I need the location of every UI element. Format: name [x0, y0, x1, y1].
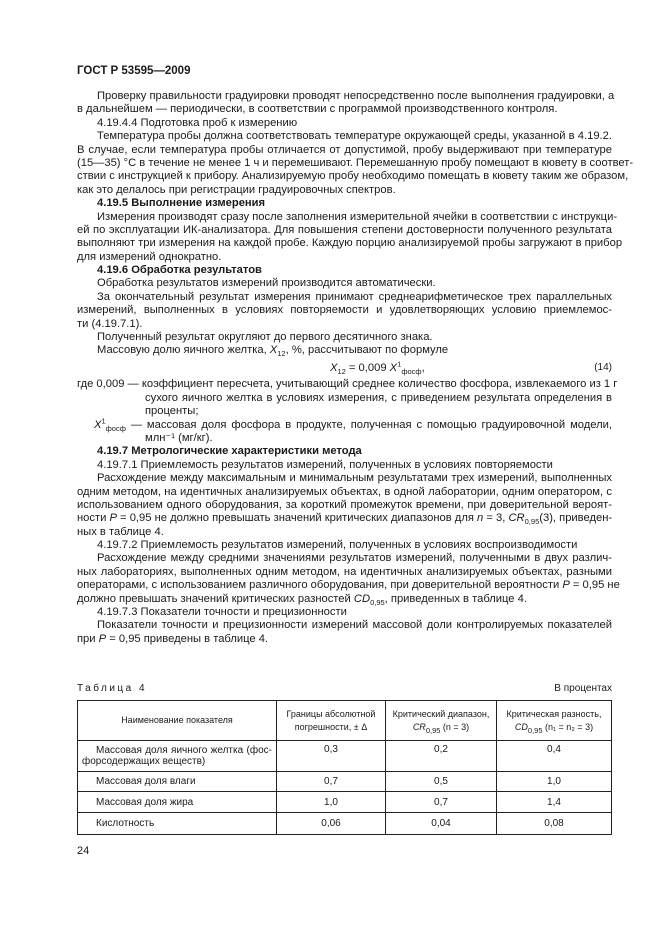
delta-value: 0,7	[277, 772, 386, 792]
symbol: P	[109, 512, 117, 525]
symbol: P	[98, 632, 107, 645]
column-header	[497, 701, 612, 741]
table-caption	[77, 683, 612, 694]
indicator-name	[78, 741, 277, 772]
formula-expression	[330, 358, 425, 379]
cr-value: 0,2	[386, 741, 497, 772]
text: Массовую долю яичного желтка,	[97, 344, 270, 357]
formula-14	[77, 358, 612, 379]
column-header: Наименование показателя	[78, 701, 277, 741]
text-line: ти (4.19.7.1).	[77, 317, 143, 330]
text: должно превышать значений критических разностей	[77, 592, 354, 605]
text-line: измерений, выполненных в условиях повторяемости и удовлетворяющих условию приемлемос-	[77, 304, 612, 317]
formula-number: (14)	[594, 361, 612, 373]
text-line: ствии с инструкцией к прибору. Анализируемую пробу необходимо помещать в кювету таким же образом,	[77, 170, 629, 183]
text: = 3,	[483, 512, 509, 525]
text-line	[77, 593, 612, 606]
text-line	[77, 579, 620, 592]
text-line: Расхождение между максимальным и минимальным результатами трех измерений, выполненных	[97, 472, 612, 485]
page-number: 24	[77, 845, 90, 857]
text-line: (15—35) °С в течение не менее 1 ч и перемешивают. Перемешанную пробу помещают в кювету в соответ-	[77, 156, 634, 169]
text-line: Полученный результат округляют до первого десятичного знака.	[97, 331, 433, 344]
text: операторами, с использованием различного оборудования, при доверительной вероятности	[77, 579, 563, 592]
text-line: где 0,009 — коэффициент пересчета, учитывающий среднее количество фосфора, извлекаемого из 1 г	[77, 378, 618, 391]
delta-value: 0,3	[277, 741, 386, 772]
symbol: P	[562, 579, 570, 592]
text-line: для измерений однократно.	[77, 250, 222, 263]
text: , приведенных в таблице 4.	[384, 592, 527, 605]
text: = 0,95 не	[569, 579, 620, 592]
table-row	[78, 772, 612, 792]
superscript: 1	[101, 415, 106, 425]
text-line: одним методом, на идентичных анализируемых объектах, в одной лаборатории, одним оператором, с	[77, 485, 612, 498]
text: Критический диапазон,	[392, 708, 490, 719]
symbol: CD	[514, 721, 528, 732]
subscript: 0,95	[527, 725, 543, 735]
symbol: X	[389, 361, 398, 374]
text: (n₁ = n₂ = 3)	[542, 721, 594, 732]
table-units: В процентах	[554, 683, 612, 694]
text-line: Температура пробы должна соответствовать температуре окружающей среды, указанной в 4.19.2.	[97, 130, 612, 143]
symbol: X	[330, 361, 338, 374]
text-line: в дальнейшем — периодически, в соответствии с программой производственного контроля.	[77, 103, 558, 116]
text: Границы абсолютной	[286, 708, 376, 719]
text-line: использованием одного оборудования, за короткий промежуток времени, при доверительной вероят-	[77, 498, 612, 511]
text-line: Проверку правильности градуировки проводят непосредственно после выполнения градуировки, а	[97, 90, 615, 102]
symbol: X	[269, 344, 278, 357]
section-heading: 4.19.7 Метрологические характеристики метода	[97, 445, 362, 458]
text-line: млн⁻¹ (мг/кг).	[145, 431, 213, 444]
indicator-name: Массовая доля влаги	[78, 772, 277, 792]
text-line: как это делалось при регистрации градуировочных спектров.	[77, 183, 396, 196]
table-header-row	[78, 701, 612, 741]
text: = 0,95 приведены в таблице 4.	[106, 632, 269, 645]
text-line	[77, 512, 612, 525]
section-heading: 4.19.7.3 Показатели точности и прецизионности	[97, 606, 347, 619]
column-header	[386, 701, 497, 741]
text-line: За окончательный результат измерения принимают среднеарифметическое трех параллельных	[97, 290, 612, 303]
section-heading: 4.19.5 Выполнение измерения	[97, 197, 266, 210]
document-body	[77, 90, 634, 646]
text-line: Расхождение между средними значениями результатов измерений, полученными в двух различ-	[97, 552, 612, 565]
text: форсодержащих веществ)	[82, 756, 206, 767]
document-header: ГОСТ Р 53595—2009	[77, 65, 191, 77]
text: (3), приведен-	[539, 512, 613, 525]
table-row	[78, 741, 612, 772]
text-line: ных лабораториях, выполненных одним методом, на идентичных анализируемых объектах, разными	[77, 565, 612, 578]
section-heading: 4.19.7.1 Приемлемость результатов измерений, полученных в условиях повторяемости	[97, 458, 553, 471]
symbol: n	[477, 512, 484, 525]
text: Массовая доля яичного желтка (фос-	[96, 745, 272, 756]
text: погрешности, ± Δ	[294, 721, 368, 732]
text: при	[77, 632, 99, 645]
cr-value: 0,04	[386, 813, 497, 835]
text-line: Измерения производят сразу после заполнения измерительной ячейки в соответствии с инструкци-	[97, 210, 618, 223]
text-line: выполняют три измерения на каждой пробе. Каждую порцию анализируемой пробы загружают в прибор	[77, 237, 623, 250]
text-line: В случае, если температура пробы отличается от допустимой, пробу выдерживают при температуре	[77, 143, 612, 156]
symbol: CR	[412, 721, 426, 732]
table-4	[77, 700, 612, 835]
cd-value: 0,08	[497, 813, 612, 835]
column-header	[277, 701, 386, 741]
subscript: 0,95	[425, 725, 441, 735]
text-line: Обработка результатов измерений производится автоматически.	[97, 277, 436, 290]
text: = 0,95 не должно превышать значений критических диапазонов для	[116, 512, 478, 525]
table-row	[78, 792, 612, 813]
section-heading: 4.19.7.2 Приемлемость результатов измерений, полученных в условиях воспроизводимости	[97, 539, 578, 552]
text: = 0,009	[345, 361, 390, 374]
subscript: фосф	[105, 423, 126, 433]
symbol: CD	[353, 592, 371, 605]
text-line: ных в таблице 4.	[77, 525, 164, 538]
text-line: Показатели точности и прецизионности измерений массовой доли контролируемых показателей	[97, 619, 612, 632]
cr-value: 0,5	[386, 772, 497, 792]
section-heading: 4.19.4.4 Подготовка проб к измерению	[97, 116, 298, 129]
subscript: 12	[277, 349, 286, 359]
text-line: сухого яичного желтка в условиях измерения, с приведением результата определения в	[145, 391, 612, 404]
table-row	[78, 813, 612, 835]
text-line	[77, 633, 612, 646]
table-title: Таблица 4	[77, 683, 148, 694]
text-line: проценты;	[145, 405, 199, 418]
subscript: 0,95	[524, 517, 540, 527]
text: ,	[421, 361, 425, 374]
text: — массовая доля фосфора в продукте, полученная с помощью градуировочной модели,	[125, 418, 612, 431]
subscript: 12	[337, 367, 346, 377]
text-line	[77, 415, 612, 433]
cd-value: 1,0	[497, 772, 612, 792]
delta-value: 1,0	[277, 792, 386, 813]
superscript: 1	[397, 359, 402, 369]
indicator-name: Кислотность	[78, 813, 277, 835]
subscript: фосф	[401, 367, 422, 377]
text: ности	[77, 512, 110, 525]
text: , %, рассчитывают по формуле	[285, 344, 449, 357]
text-line: ей по эксплуатации ИК-анализатора. Для повышения степени достоверности полученного результата	[77, 223, 612, 236]
section-heading: 4.19.6 Обработка результатов	[97, 264, 262, 277]
text: Критическая разность,	[506, 708, 602, 719]
subscript: 0,95	[370, 597, 385, 607]
cr-value: 0,7	[386, 792, 497, 813]
symbol: CR	[508, 512, 525, 525]
symbol: X	[94, 418, 102, 431]
text: (n = 3)	[440, 721, 470, 732]
cd-value: 1,4	[497, 792, 612, 813]
text-line	[77, 344, 612, 357]
indicator-name: Массовая доля жира	[78, 792, 277, 813]
cd-value: 0,4	[497, 741, 612, 772]
delta-value: 0,06	[277, 813, 386, 835]
